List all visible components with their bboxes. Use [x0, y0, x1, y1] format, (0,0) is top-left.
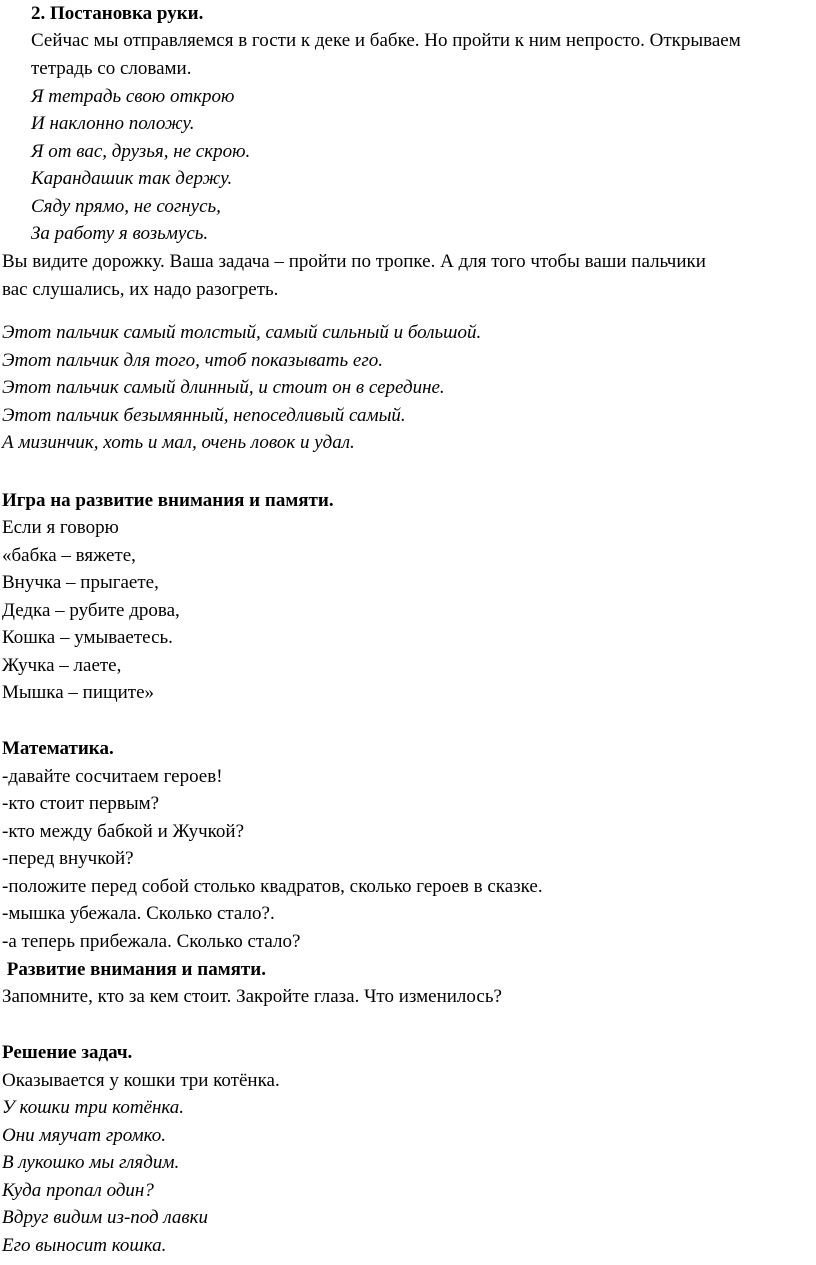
math-line: -давайте сосчитаем героев! — [2, 766, 223, 787]
finger-rhyme-line: Этот пальчик для того, чтоб показывать его. — [2, 350, 384, 371]
intro-line-2: тетрадь со словами. — [31, 58, 192, 79]
finger-rhyme-line: Этот пальчик самый длинный, и стоит он в середине. — [2, 377, 445, 398]
problems-poem-line: У кошки три котёнка. — [2, 1097, 185, 1118]
finger-rhyme-line: Этот пальчик самый толстый, самый сильный и большой. — [2, 322, 482, 343]
math-line: -мышка убежала. Сколько стало?. — [2, 903, 275, 924]
math-line: -перед внучкой? — [2, 848, 134, 869]
game-line: Дедка – рубите дрова, — [2, 600, 180, 621]
problems-intro: Оказывается у кошки три котёнка. — [2, 1070, 280, 1091]
poem-line: Я тетрадь свою открою — [31, 86, 235, 107]
game-line: Внучка – прыгаете, — [2, 572, 159, 593]
game-line: Если я говорю — [2, 517, 119, 538]
math-line: -кто между бабкой и Жучкой? — [2, 821, 244, 842]
intro-line-1: Сейчас мы отправляемся в гости к деке и бабке. Но пройти к ним непросто. Открываем — [31, 30, 741, 51]
section-heading-memory: Развитие внимания и памяти. — [2, 959, 266, 980]
finger-rhyme-line: А мизинчик, хоть и мал, очень ловок и удал. — [2, 432, 355, 453]
problems-poem-line: Они мяучат громко. — [2, 1125, 167, 1146]
poem-line: Карандашик так держу. — [31, 168, 233, 189]
math-line: -а теперь прибежала. Сколько стало? — [2, 931, 301, 952]
memory-text: Запомните, кто за кем стоит. Закройте глаза. Что изменилось? — [2, 986, 502, 1007]
section-heading-math: Математика. — [2, 738, 114, 759]
poem-line: И наклонно положу. — [31, 113, 195, 134]
math-line: -кто стоит первым? — [2, 793, 160, 814]
poem-line: Сяду прямо, не согнусь, — [31, 196, 221, 217]
problems-poem-line: Его выносит кошка. — [2, 1235, 167, 1256]
path-line-2: вас слушались, их надо разогреть. — [2, 279, 279, 300]
section-heading-attention-game: Игра на развитие внимания и памяти. — [2, 490, 334, 511]
game-line: Кошка – умываетесь. — [2, 627, 173, 648]
finger-rhyme-line: Этот пальчик безымянный, непоседливый самый. — [2, 405, 406, 426]
game-line: Мышка – пищите» — [2, 682, 155, 703]
poem-line: За работу я возьмусь. — [31, 223, 209, 244]
section-heading-hand: 2. Постановка руки. — [31, 3, 204, 24]
problems-poem-line: Куда пропал один? — [2, 1180, 154, 1201]
problems-poem-line: В лукошко мы глядим. — [2, 1152, 180, 1173]
game-line: «бабка – вяжете, — [2, 545, 136, 566]
path-line-1: Вы видите дорожку. Ваша задача – пройти по тропке. А для того чтобы ваши пальчики — [2, 251, 706, 272]
problems-poem-line: Вдруг видим из-под лавки — [2, 1207, 209, 1228]
math-line: -положите перед собой столько квадратов, сколько героев в сказке. — [2, 876, 543, 897]
game-line: Жучка – лаете, — [2, 655, 122, 676]
section-heading-problems: Решение задач. — [2, 1042, 133, 1063]
poem-line: Я от вас, друзья, не скрою. — [31, 141, 251, 162]
